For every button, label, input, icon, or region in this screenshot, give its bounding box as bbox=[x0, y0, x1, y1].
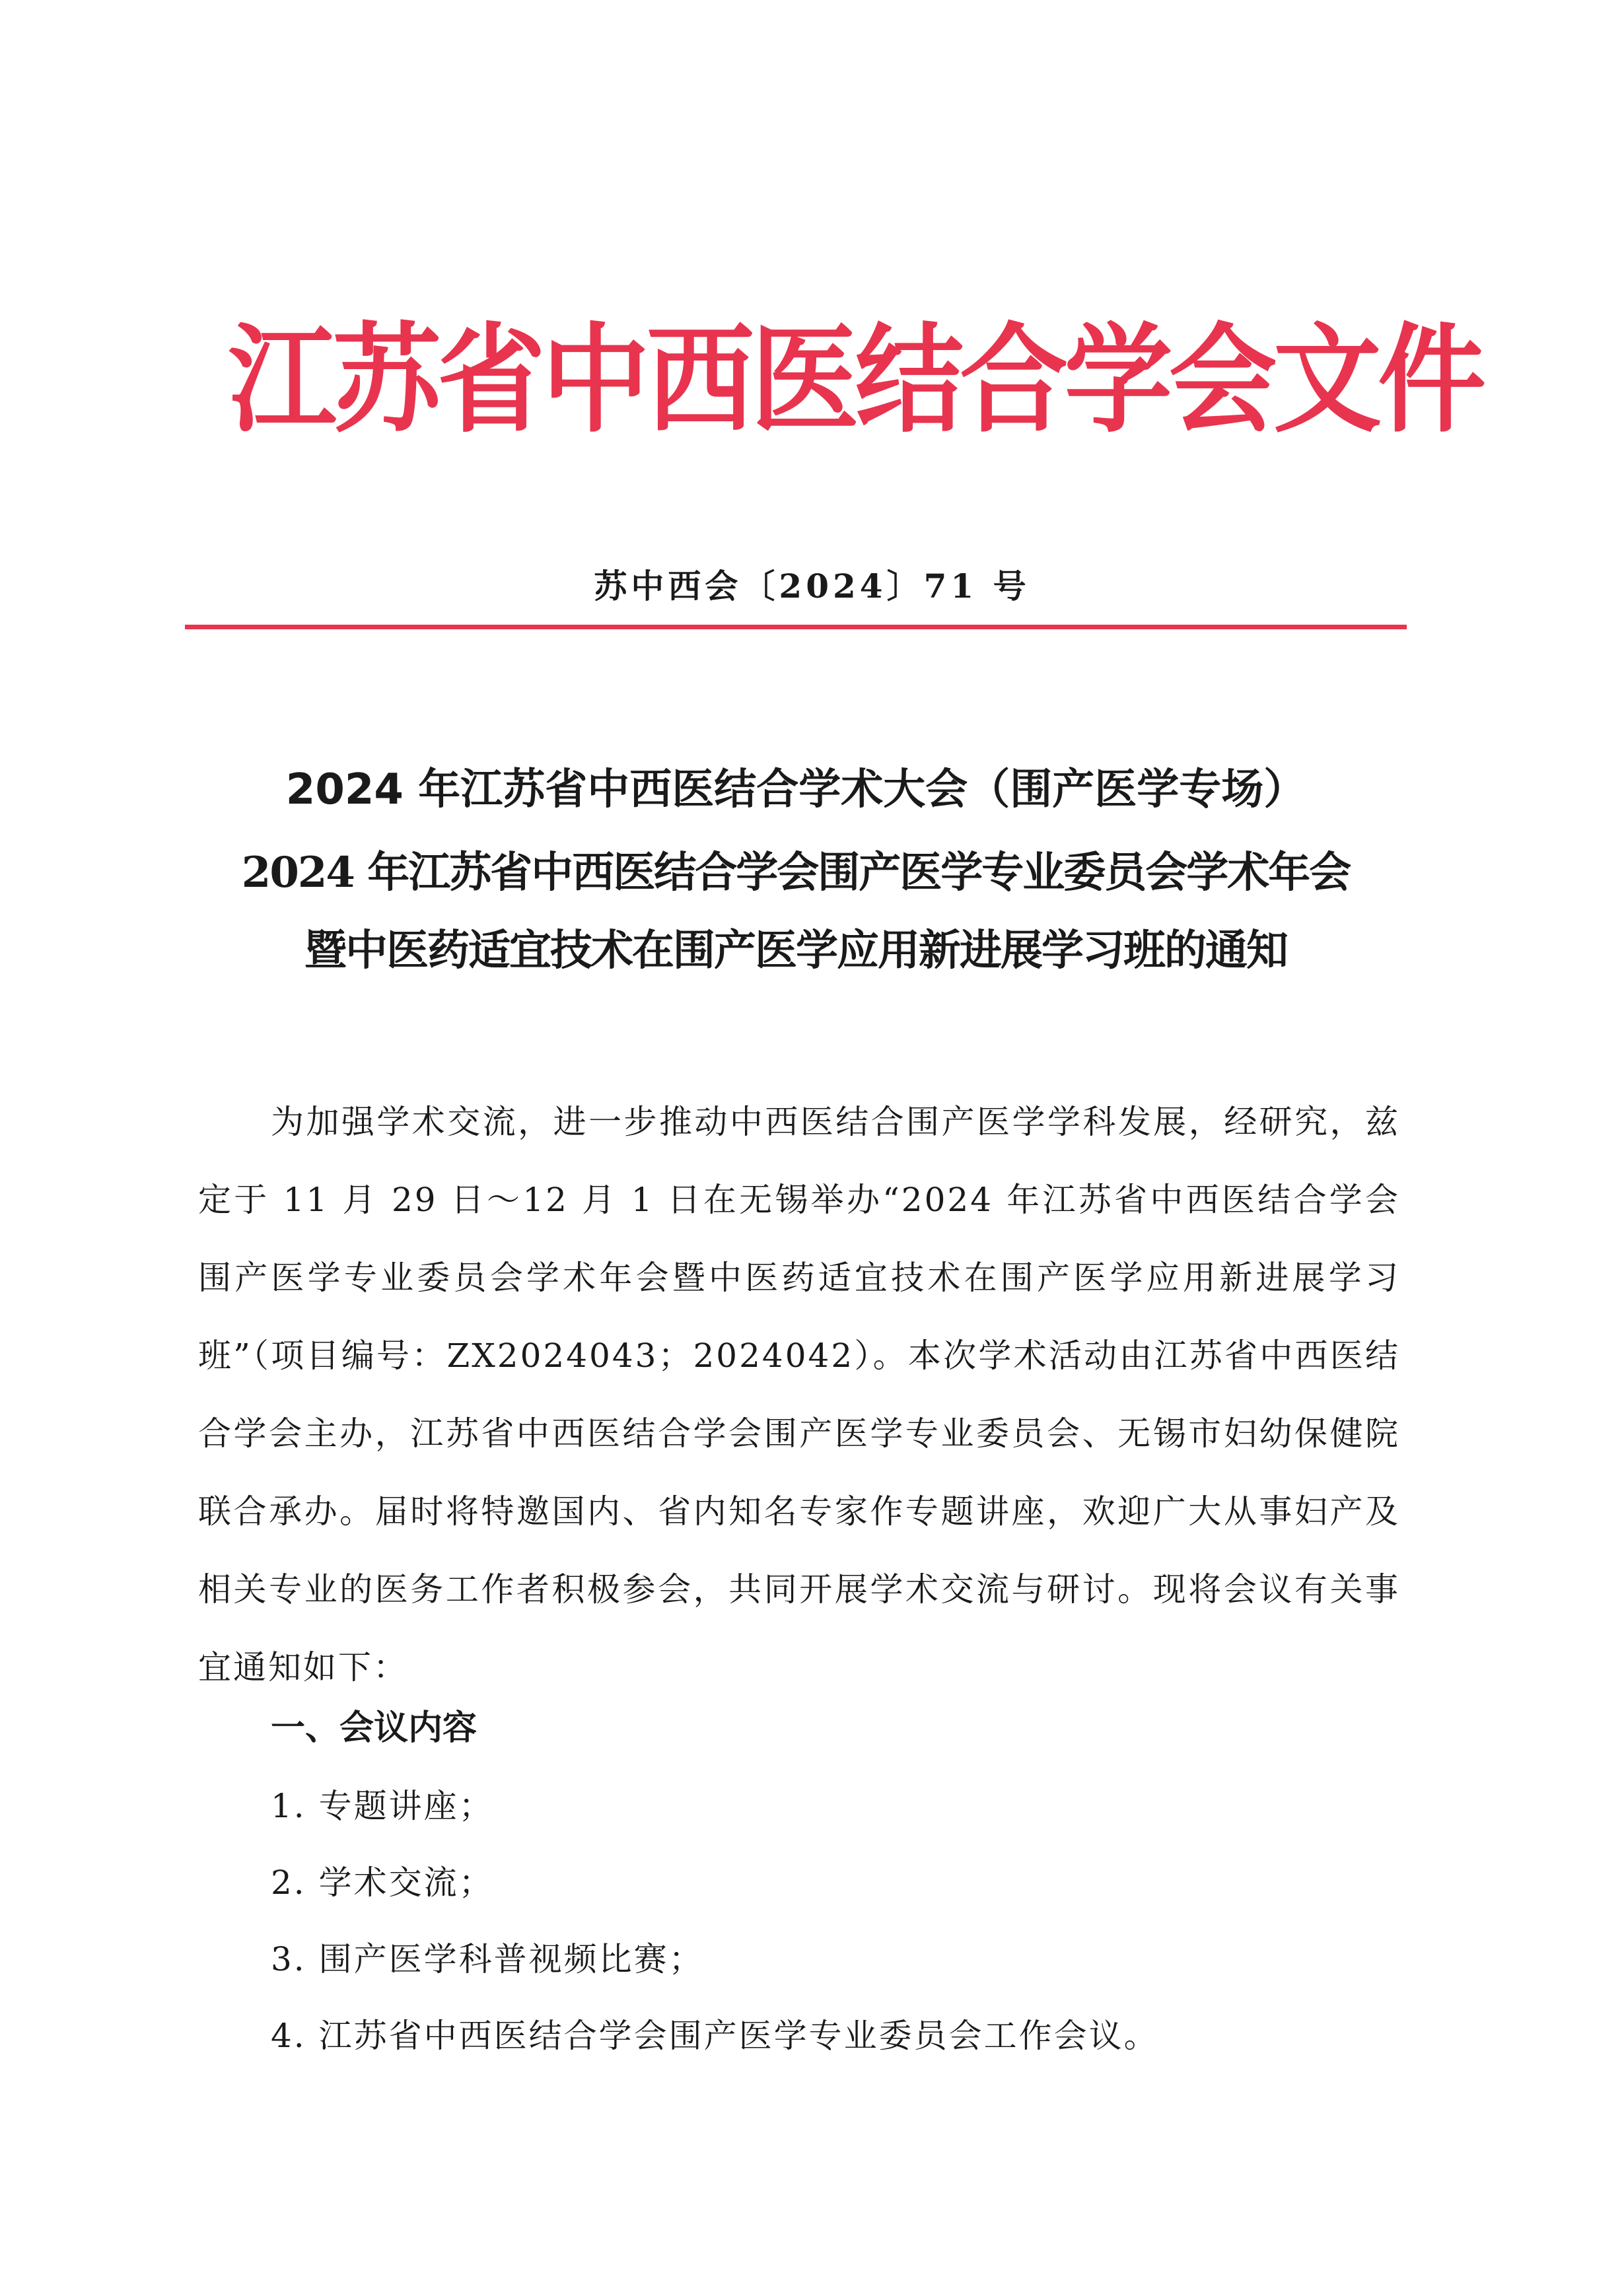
list-item: 4. 江苏省中西医结合学会围产医学专业委员会工作会议。 bbox=[271, 2017, 1159, 2055]
title-line-1: 2024 年江苏省中西医结合学术大会（围产医学专场） bbox=[285, 765, 1306, 814]
document-masthead: 江苏省中西医结合学会文件 bbox=[228, 310, 1483, 448]
list-item: 1. 专题讲座； bbox=[271, 1787, 494, 1825]
list-item: 3. 围产医学科普视频比赛； bbox=[271, 1940, 704, 1978]
document-number: 苏中西会〔2024〕71 号 bbox=[594, 567, 1030, 606]
red-divider-line bbox=[185, 625, 1407, 629]
title-line-3: 暨中医药适宜技术在围产医学应用新进展学习班的通知 bbox=[304, 926, 1287, 975]
title-line-2: 2024 年江苏省中西医结合学会围产医学专业委员会学术年会 bbox=[241, 848, 1351, 897]
list-item: 2. 学术交流； bbox=[271, 1863, 494, 1902]
body-paragraph: 为加强学术交流，进一步推动中西医结合围产医学学科发展，经研究，兹定于 11 月 29 日～12 月 1 日在无锡举办“2024 年江苏省中西医结合学会围产医学专业委员会学术年会暨中医药适宜技术在围产医学应用新进展学习班”（项目编号：ZX2024043；2024042）。本次学术活动由江苏省中西医结合学会主办，江苏省中西医结合学会围产医学专业委员会、无锡市妇幼保健院联合承办。届时将特邀国内、省内知名专家作专题讲座，欢迎广大从事妇产及相关专业的医务工作者积极参会，共同开展学术交流与研讨。现将会议有关事宜通知如下： bbox=[198, 1103, 1400, 1687]
section-heading-meeting-content: 一、会议内容 bbox=[271, 1708, 477, 1748]
